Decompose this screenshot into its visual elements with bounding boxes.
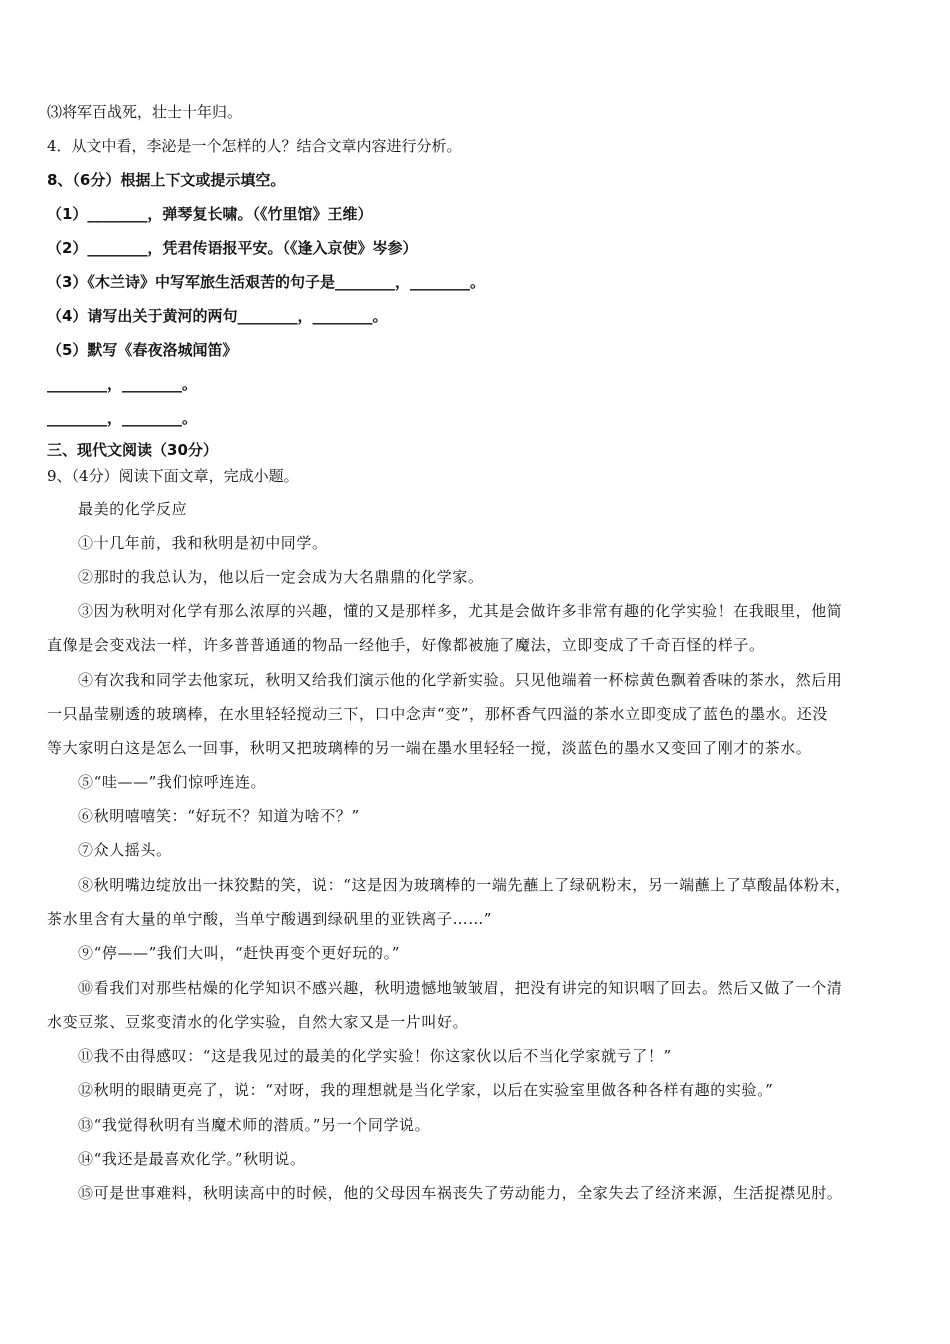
fill-blank-4: （4）请写出关于黄河的两句________，________。 xyxy=(47,307,388,325)
article-title: 最美的化学反应 xyxy=(78,500,188,518)
paragraph: ⑦众人摇头。 xyxy=(78,841,172,859)
fill-blank-2: （2）________，凭君传语报平安。（《逢入京使》岑参） xyxy=(47,239,418,257)
fill-blank-1: （1）________，弹琴复长啸。（《竹里馆》王维） xyxy=(47,205,373,223)
paragraph: ⑥秋明嘻嘻笑：“好玩不？知道为啥不？” xyxy=(78,807,360,825)
paragraph: ⑪我不由得感叹：“这是我见过的最美的化学实验！你这家伙以后不当化学家就亏了！” xyxy=(78,1047,672,1065)
answer-blank-line: ________，________。 xyxy=(47,375,198,393)
paragraph-continuation: 一只晶莹剔透的玻璃棒，在水里轻轻搅动三下，口中念声“变”，那杯香气四溢的茶水立即变成了蓝色的墨水。还没 xyxy=(47,705,828,723)
fill-blank-5: （5）默写《春夜洛城闻笛》 xyxy=(47,341,238,359)
paragraph: ②那时的我总认为，他以后一定会成为大名鼎鼎的化学家。 xyxy=(78,568,484,586)
paragraph: ⑧秋明嘴边绽放出一抹狡黠的笑，说：“这是因为玻璃棒的一端先蘸上了绿矾粉末，另一端蘸上了草酸晶体粉末， xyxy=(78,876,851,894)
paragraph: ⑫秋明的眼睛更亮了，说：“对呀，我的理想就是当化学家，以后在实验室里做各种各样有趣的实验。” xyxy=(78,1081,774,1099)
question-8-heading: 8、（6分）根据上下文或提示填空。 xyxy=(47,171,286,189)
section-heading: 三、现代文阅读（30分） xyxy=(47,441,218,459)
paragraph: ⑬“我觉得秋明有当魔术师的潜质。”另一个同学说。 xyxy=(78,1116,431,1134)
paragraph: ⑮可是世事难料，秋明读高中的时候，他的父母因车祸丧失了劳动能力，全家失去了经济来源，生活捉襟见肘。 xyxy=(78,1184,843,1202)
text-line: ⑶将军百战死，壮士十年归。 xyxy=(47,103,243,121)
paragraph: ④有次我和同学去他家玩，秋明又给我们演示他的化学新实验。只见他端着一杯棕黄色飘着香味的茶水，然后用 xyxy=(78,671,843,689)
question-4: 4．从文中看，李泌是一个怎样的人？结合文章内容进行分析。 xyxy=(47,137,462,155)
paragraph: ⑭“我还是最喜欢化学。”秋明说。 xyxy=(78,1150,306,1168)
paragraph-continuation: 等大家明白这是怎么一回事，秋明又把玻璃棒的另一端在墨水里轻轻一搅，淡蓝色的墨水又变回了刚才的茶水。 xyxy=(47,739,812,757)
paragraph-continuation: 茶水里含有大量的单宁酸，当单宁酸遇到绿矾里的亚铁离子……” xyxy=(47,910,493,928)
paragraph-continuation: 水变豆浆、豆浆变清水的化学实验，自然大家又是一片叫好。 xyxy=(47,1013,469,1031)
paragraph: ⑩看我们对那些枯燥的化学知识不感兴趣，秋明遗憾地皱皱眉，把没有讲完的知识咽了回去。然后又做了一个清 xyxy=(78,979,843,997)
paragraph: ①十几年前，我和秋明是初中同学。 xyxy=(78,534,328,552)
answer-blank-line: ________，________。 xyxy=(47,409,198,427)
paragraph: ⑨“停——”我们大叫，“赶快再变个更好玩的。” xyxy=(78,944,400,962)
fill-blank-3: （3）《木兰诗》中写军旅生活艰苦的句子是________，________。 xyxy=(47,273,485,291)
question-9-heading: 9、（4分）阅读下面文章，完成小题。 xyxy=(47,467,299,485)
paragraph-continuation: 直像是会变戏法一样，许多普普通通的物品一经他手，好像都被施了魔法，立即变成了千奇百怪的样子。 xyxy=(47,636,765,654)
paragraph: ⑤“哇——”我们惊呼连连。 xyxy=(78,773,267,791)
paragraph: ③因为秋明对化学有那么浓厚的兴趣，懂的又是那样多，尤其是会做许多非常有趣的化学实验！在我眼里，他简 xyxy=(78,602,843,620)
